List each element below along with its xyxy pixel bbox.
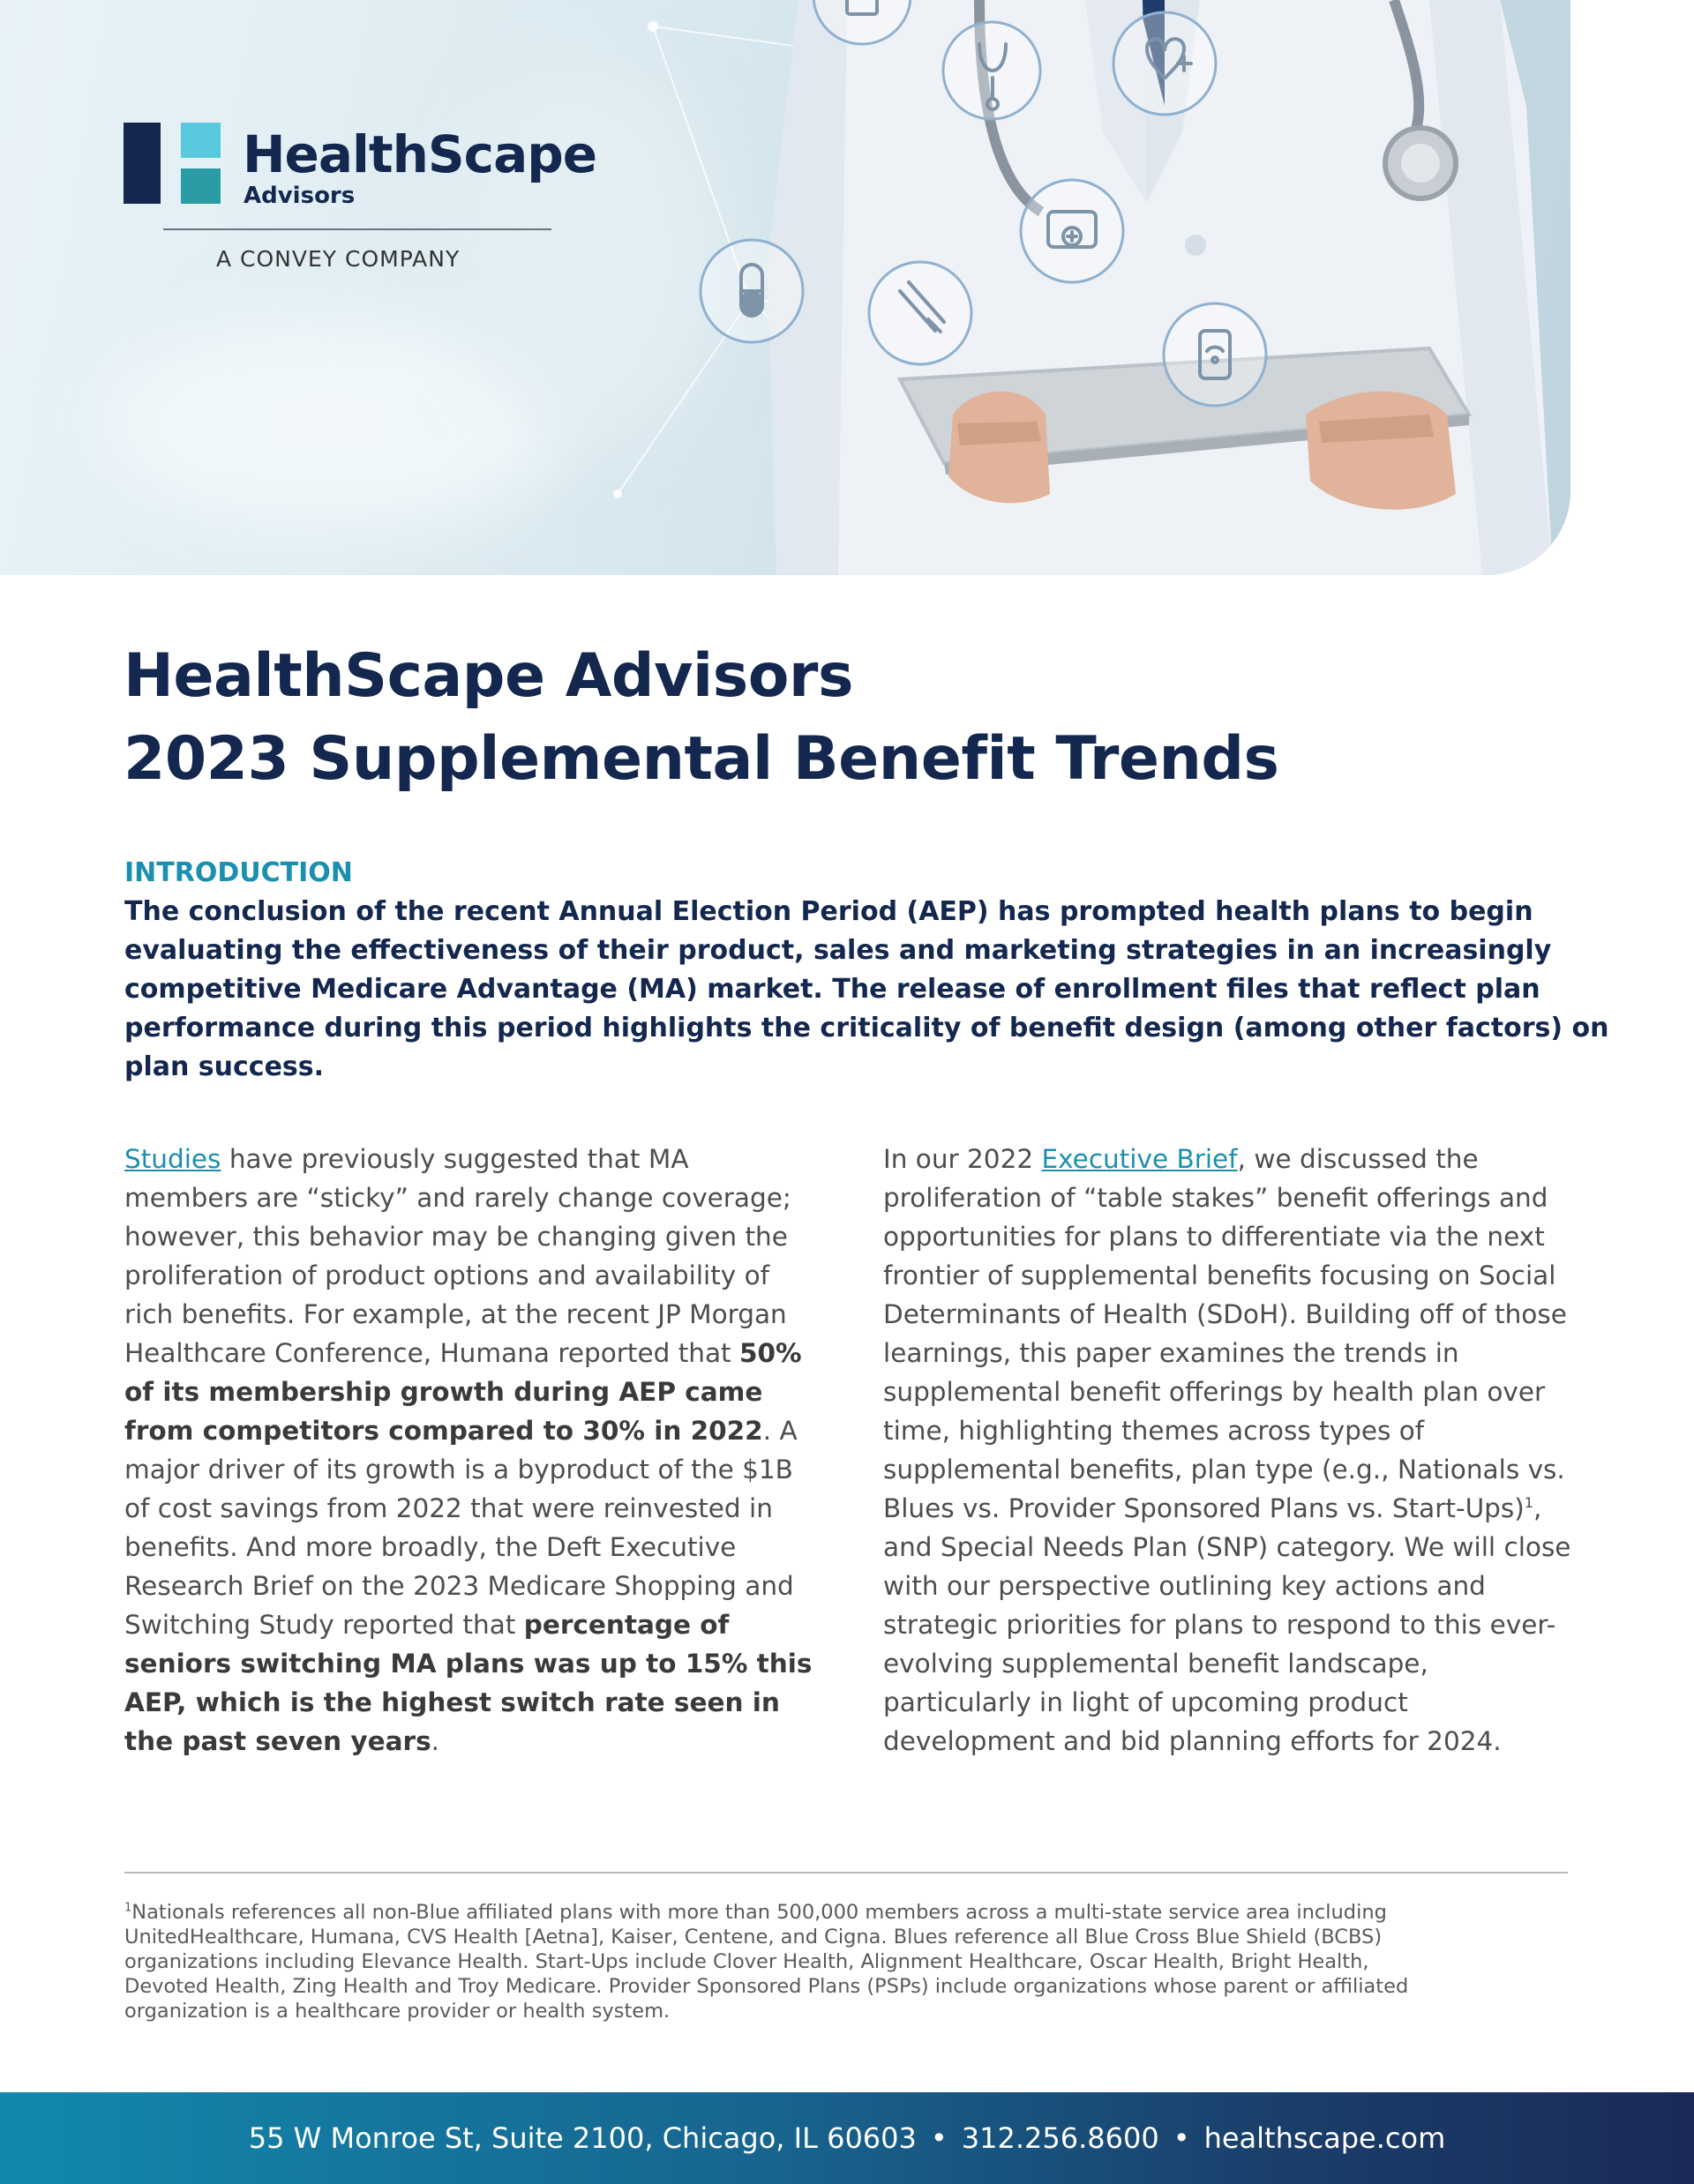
logo-block-dark <box>124 123 161 204</box>
logo-sub: Advisors <box>244 183 356 209</box>
left-text-2: . A major driver of its growth is a byproduct of the $1B of cost savings from 2022 that were reinvested in benefits. And more broadly, the Deft Executive Research Brief on the 2023 Medicare Shopping and Switching Study reported that <box>124 1416 798 1640</box>
left-column-paragraph <box>124 1140 813 1761</box>
left-text-1: have previously suggested that MA members are “sticky” and rarely change coverage; however, this behavior may be changing given the proliferation of product options and availability of rich benefits. For example, at the recent JP Morgan Healthcare Conference, Humana reported that <box>124 1144 791 1368</box>
footer-website[interactable]: healthscape.com <box>1203 2121 1446 2155</box>
footer-bullet: • <box>930 2121 948 2155</box>
footer-contact <box>0 2092 1694 2184</box>
footer-phone[interactable]: 312.256.8600 <box>961 2121 1159 2155</box>
doctor-illustration <box>0 0 1570 575</box>
right-text-3: , and Special Needs Plan (SNP) category. We will close with our perspective outlining key actions and strategic priorities for plans to respond to this ever-evolving supplemental benefit landscape, particularly in light of upcoming product development and bid planning efforts for 2024. <box>883 1493 1571 1756</box>
logo-block-teal <box>181 168 221 204</box>
footnote-divider <box>124 1872 1568 1874</box>
footnote-line: UnitedHealthcare, Humana, CVS Health [Aetna], Kaiser, Centene, and Cigna. Blues reference all Blue Cross Blue Shield (BCBS) <box>124 1926 1383 1948</box>
footnote-marker: 1 <box>124 1901 132 1915</box>
footnote-line: $^1$Nationals references all non-Blue affiliated plans with more than 500,000 members across a multi-state service area including <box>124 1901 1387 1924</box>
intro-line: The conclusion of the recent Annual Election Period (AEP) has prompted health plans to begin <box>124 896 1533 927</box>
intro-heading: INTRODUCTION <box>124 857 353 888</box>
footnote-line: organizations including Elevance Health. Start-Ups include Clover Health, Alignment Healthcare, Oscar Health, Bright Health, <box>124 1950 1369 1973</box>
title-line-1: HealthScape Advisors <box>124 641 853 711</box>
footnote-line: organization is a healthcare provider or health system. <box>124 2000 671 2023</box>
logo-divider <box>163 228 551 230</box>
studies-link[interactable]: Studies <box>124 1144 221 1174</box>
right-column <box>883 1140 1571 1761</box>
right-text-1: In our 2022 <box>883 1144 1042 1174</box>
footnote <box>124 1900 1580 2023</box>
hero-banner <box>0 0 1570 575</box>
logo-name: HealthScape <box>243 124 597 184</box>
footer-bar <box>0 2092 1694 2184</box>
footnote-ref: 1 <box>1524 1494 1533 1512</box>
intro-paragraph <box>124 893 1609 1087</box>
left-text-3: . <box>431 1726 440 1756</box>
logo-tagline: A CONVEY COMPANY <box>216 246 461 272</box>
company-logo <box>124 123 597 281</box>
left-column <box>124 1140 813 1761</box>
intro-line: evaluating the effectiveness of their product, sales and marketing strategies in an increasingly <box>124 935 1552 966</box>
intro-line: competitive Medicare Advantage (MA) market. The release of enrollment files that reflect plan <box>124 974 1540 1005</box>
page-title <box>124 635 1570 801</box>
left-bold-1: 50% of its membership growth during AEP came from competitors compared to 30% in 2022 <box>124 1338 802 1446</box>
logo-mark-icon <box>124 123 221 204</box>
right-column-paragraph <box>883 1140 1571 1761</box>
logo-block-light <box>181 123 221 158</box>
intro-line: plan success. <box>124 1051 325 1082</box>
title-line-2: 2023 Supplemental Benefit Trends <box>124 724 1279 794</box>
footer-bullet: • <box>1173 2121 1190 2155</box>
right-text-2: , we discussed the proliferation of “table stakes” benefit offerings and opportunities for plans to differentiate via the next frontier of supplemental benefits focusing on Social Determinants of Health (SDoH). Building off of those learnings, this paper examines the trends in supplemental benefit offerings by health plan over time, highlighting themes across types of supplemental benefits, plan type (e.g., Nationals vs. Blues vs. Provider Sponsored Plans vs. Start-Ups) <box>883 1144 1567 1523</box>
executive-brief-link[interactable]: Executive Brief <box>1041 1144 1238 1174</box>
intro-line: performance during this period highlights the criticality of benefit design (among other factors) on <box>124 1013 1609 1043</box>
footer-address: 55 W Monroe St, Suite 2100, Chicago, IL 60603 <box>248 2121 917 2155</box>
left-bold-2: percentage of seniors switching MA plans was up to 15% this AEP, which is the highest switch rate seen in the past seven years <box>124 1610 813 1756</box>
footnote-line: Devoted Health, Zing Health and Troy Medicare. Provider Sponsored Plans (PSPs) include organizations whose parent or affiliated <box>124 1975 1409 1998</box>
